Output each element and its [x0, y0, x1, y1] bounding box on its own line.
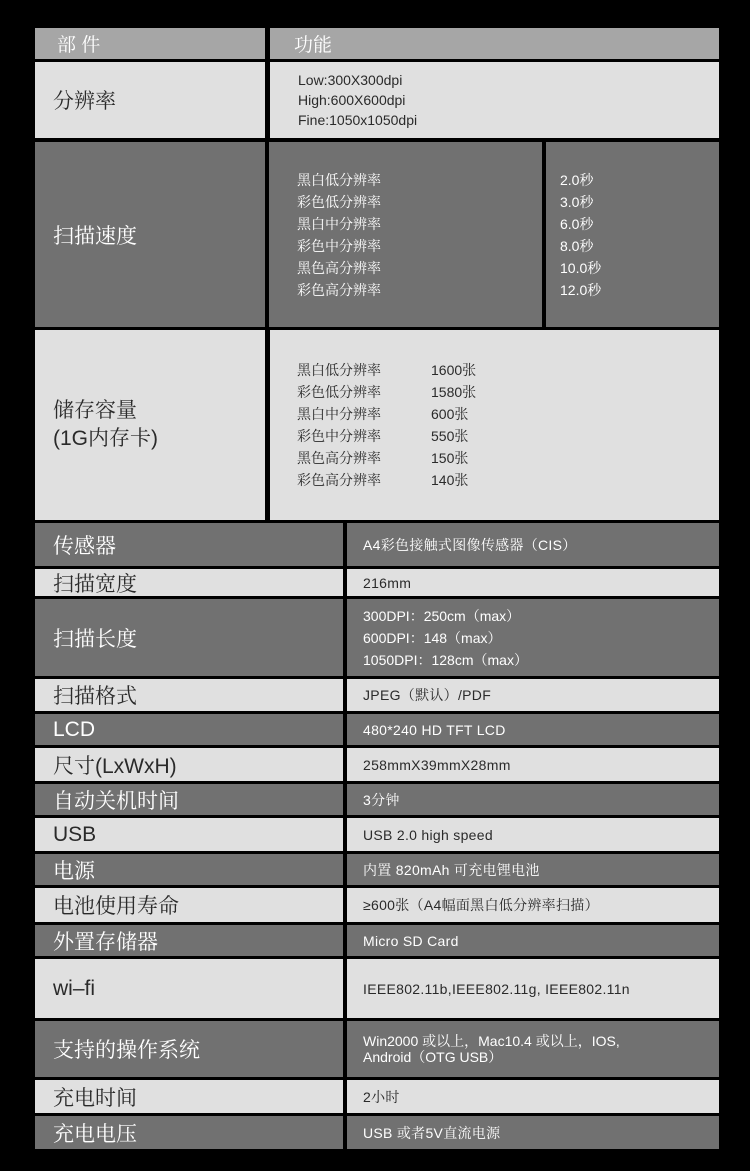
spec-value-cell: [347, 959, 719, 1018]
spec-label: 扫描格式: [53, 685, 137, 708]
storage-mode: 黑白低分辨率: [297, 362, 381, 378]
storage-mode: 黑白中分辨率: [297, 406, 381, 422]
spec-value-cell: [347, 714, 719, 745]
resolution-line: Low:300X300dpi: [298, 72, 403, 88]
scan-speed-label: 扫描速度: [53, 224, 137, 248]
storage-mode: 彩色低分辨率: [297, 384, 381, 400]
spec-value: Micro SD Card: [363, 932, 459, 949]
spec-value-line: Win2000 或以上，Mac10.4 或以上，IOS,: [363, 1033, 620, 1049]
storage-mode: 彩色高分辨率: [297, 472, 381, 488]
resolution-line: Fine:1050x1050dpi: [298, 112, 418, 128]
scan-speed-label-cell: [35, 142, 265, 327]
spec-value-cell: [347, 818, 719, 851]
spec-label: 支持的操作系统: [53, 1039, 200, 1062]
resolution-line: High:600X600dpi: [298, 92, 406, 108]
resolution-label-cell: [35, 62, 265, 138]
spec-label: 外置存储器: [53, 930, 158, 954]
spec-value: 3分钟: [363, 791, 400, 808]
spec-value-line: 1050DPI：128cm（max）: [363, 651, 528, 668]
spec-value-line: Android（OTG USB）: [363, 1049, 503, 1065]
spec-label-cell: [35, 1021, 343, 1077]
spec-label-cell: [35, 854, 343, 885]
storage-mode: 彩色中分辨率: [297, 428, 381, 444]
spec-label-cell: [35, 1116, 343, 1149]
spec-label-cell: [35, 599, 343, 676]
spec-label: 电池使用寿命: [53, 895, 179, 918]
spec-value-line: 600DPI：148（max）: [363, 629, 502, 646]
scan-speed-mode: 黑白中分辨率: [297, 215, 381, 232]
spec-label-cell: [35, 959, 343, 1018]
storage-value-cell: [270, 330, 719, 520]
spec-label-cell: [35, 784, 343, 815]
spec-value-cell: [347, 854, 719, 885]
spec-label: 扫描长度: [53, 627, 137, 651]
header-part-cell: [35, 28, 265, 59]
spec-value: 216mm: [363, 574, 412, 591]
spec-value-cell: [347, 1116, 719, 1149]
storage-count: 600张: [431, 406, 469, 422]
header-function-label: 功能: [294, 35, 333, 56]
spec-value-line: 300DPI：250cm（max）: [363, 607, 521, 624]
scan-speed-modes-cell: [269, 142, 542, 327]
resolution-value-cell: [270, 62, 719, 138]
resolution-label: 分辨率: [53, 90, 116, 113]
storage-count: 1580张: [431, 384, 477, 400]
spec-value-cell: [347, 599, 719, 676]
spec-label-cell: [35, 569, 343, 596]
storage-count: 550张: [431, 428, 469, 444]
spec-label-cell: [35, 714, 343, 745]
storage-mode: 黑色高分辨率: [297, 450, 381, 466]
spec-value: IEEE802.11b,IEEE802.11g, IEEE802.11n: [363, 980, 630, 997]
spec-label: USB: [53, 822, 97, 846]
scan-speed-mode: 彩色高分辨率: [297, 281, 381, 298]
spec-value: 258mmX39mmX28mm: [363, 756, 511, 773]
spec-label-cell: [35, 1080, 343, 1113]
spec-label-cell: [35, 679, 343, 711]
storage-count: 140张: [431, 472, 469, 488]
spec-label-cell: [35, 888, 343, 922]
scan-speed-time: 8.0秒: [560, 237, 594, 254]
scan-speed-times-cell: [546, 142, 719, 327]
spec-label: LCD: [53, 717, 96, 741]
spec-value: 内置 820mAh 可充电锂电池: [363, 861, 540, 878]
spec-value-cell: [347, 569, 719, 596]
scan-speed-time: 2.0秒: [560, 171, 594, 188]
spec-value-cell: [347, 748, 719, 781]
spec-value-cell: [347, 1080, 719, 1113]
spec-value: USB 2.0 high speed: [363, 826, 493, 843]
spec-label-cell: [35, 748, 343, 781]
spec-value-cell: [347, 679, 719, 711]
storage-row: [297, 469, 719, 491]
spec-value-cell: [347, 1021, 719, 1077]
spec-value-cell: [347, 523, 719, 566]
spec-label: 自动关机时间: [53, 789, 179, 813]
scan-speed-time: 3.0秒: [560, 193, 594, 210]
header-function-cell: [270, 28, 719, 59]
storage-count: 1600张: [431, 362, 477, 378]
storage-row: [297, 425, 719, 447]
spec-label: 扫描宽度: [53, 572, 137, 596]
storage-row: [297, 359, 719, 381]
storage-label-cell: [35, 330, 265, 520]
spec-value: 2小时: [363, 1088, 400, 1105]
spec-value-cell: [347, 925, 719, 956]
scan-speed-time: 6.0秒: [560, 215, 594, 232]
header-part-label: 部 件: [57, 35, 101, 56]
spec-label: 电源: [53, 859, 95, 883]
storage-row: [297, 447, 719, 469]
spec-value: A4彩色接触式图像传感器（CIS）: [363, 536, 577, 553]
spec-label-cell: [35, 523, 343, 566]
scan-speed-time: 10.0秒: [560, 259, 602, 276]
spec-label: 充电电压: [53, 1122, 137, 1146]
spec-value-cell: [347, 784, 719, 815]
storage-row: [297, 381, 719, 403]
spec-value: ≥600张（A4幅面黑白低分辨率扫描）: [363, 897, 599, 913]
storage-label-sub: (1G内存卡): [53, 427, 158, 450]
storage-count: 150张: [431, 450, 469, 466]
scan-speed-mode: 彩色中分辨率: [297, 237, 381, 254]
scan-speed-time: 12.0秒: [560, 281, 602, 298]
storage-label: 储存容量: [53, 399, 137, 422]
spec-label-cell: [35, 925, 343, 956]
spec-label: 充电时间: [53, 1086, 137, 1110]
spec-label: 传感器: [53, 534, 116, 558]
spec-value-cell: [347, 888, 719, 922]
storage-row: [297, 403, 719, 425]
spec-value: JPEG（默认）/PDF: [363, 687, 492, 703]
spec-value: USB 或者5V直流电源: [363, 1124, 501, 1141]
spec-label: wi–fi: [53, 976, 96, 1000]
scan-speed-mode: 彩色低分辨率: [297, 193, 381, 210]
scan-speed-mode: 黑白低分辨率: [297, 171, 381, 188]
spec-label: 尺寸(LxWxH): [53, 754, 177, 778]
spec-label-cell: [35, 818, 343, 851]
scan-speed-mode: 黑色高分辨率: [297, 259, 381, 276]
spec-value: 480*240 HD TFT LCD: [363, 721, 506, 738]
